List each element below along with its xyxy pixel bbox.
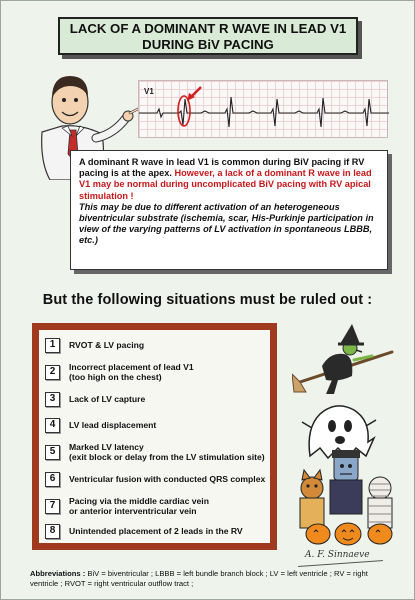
item-number: 3 — [45, 392, 60, 407]
list-item — [45, 524, 266, 539]
info-text-highlight: However, a lack of a dominant R wave in lead V1 may be normal during uncomplicated BiV pacing with RV apical stimulation ! — [79, 168, 372, 201]
info-box — [70, 150, 388, 270]
item-number: 4 — [45, 418, 60, 433]
abbreviations-label: Abbreviations : — [30, 569, 86, 578]
item-number: 2 — [45, 365, 60, 380]
item-text: Marked LV latency — [69, 442, 144, 452]
ecg-trace — [139, 81, 389, 139]
abbreviations-text: BiV = biventricular ; LBBB = left bundle branch block ; LV = left ventricle ; RV = right ventricle ; RVOT = right ventricular outflow tract ; — [30, 569, 368, 588]
list-item — [45, 362, 266, 383]
item-subtext: (exit block or delay from the LV stimulation site) — [69, 452, 265, 463]
title-line-1: LACK OF A DOMINANT R WAVE IN LEAD V1 — [69, 21, 347, 36]
item-subtext: (too high on the chest) — [69, 372, 162, 383]
item-number: 5 — [45, 445, 60, 460]
list-item — [45, 472, 266, 487]
info-text-1: A dominant R wave in lead V1 is common during BiV pacing if RV pacing is at the apex. — [79, 157, 365, 179]
item-text: Lack of LV capture — [69, 394, 146, 405]
list-item — [45, 392, 266, 407]
page-title — [58, 17, 358, 55]
witch-on-broom-icon — [292, 322, 402, 400]
list-item — [45, 442, 266, 463]
item-number: 8 — [45, 524, 60, 539]
ruled-out-list — [32, 323, 277, 550]
item-text: Incorrect placement of lead V1 — [69, 362, 194, 372]
item-text: LV lead displacement — [69, 420, 157, 431]
item-number: 7 — [45, 499, 60, 514]
list-item — [45, 496, 266, 517]
item-text: Unintended placement of 2 leads in the RV — [69, 526, 243, 537]
item-number: 1 — [45, 338, 60, 353]
item-text: Pacing via the middle cardiac vein — [69, 496, 209, 506]
monster-kids-icon — [292, 448, 402, 546]
title-line-2: DURING BiV PACING — [142, 37, 274, 52]
list-item — [45, 418, 266, 433]
item-text: RVOT & LV pacing — [69, 340, 145, 351]
abbreviations — [30, 569, 390, 588]
item-number: 6 — [45, 472, 60, 487]
item-text: Ventricular fusion with conducted QRS complex — [69, 474, 266, 485]
list-item — [45, 338, 266, 353]
signature: A. F. Sinnaeve — [305, 550, 370, 560]
section-heading: But the following situations must be ruled out : — [42, 292, 373, 308]
info-text-2: This may be due to different activation of an heterogeneous biventricular substrate (ischemia, scar, His-Purkinje participation in view of the varying patterns of LV activation in spontaneous LBBB, etc.) — [79, 201, 374, 246]
ecg-strip — [138, 80, 388, 138]
ecg-lead-label: V1 — [144, 87, 154, 96]
item-subtext: or anterior interventricular vein — [69, 506, 197, 517]
